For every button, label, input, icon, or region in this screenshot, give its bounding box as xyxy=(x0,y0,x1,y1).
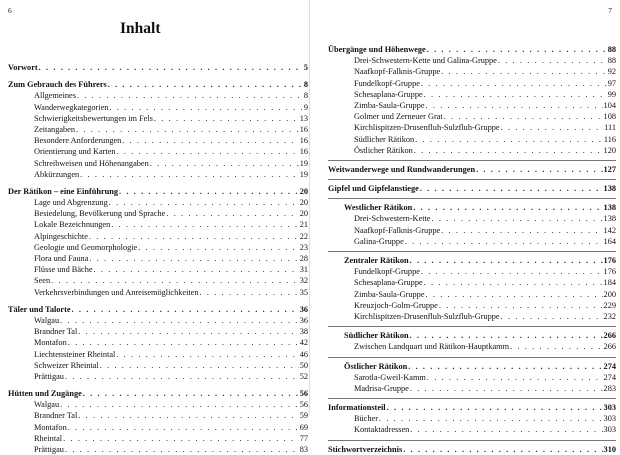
dot-leader xyxy=(413,202,602,213)
dot-leader xyxy=(154,113,299,124)
toc-entry-title: Zwischen Landquart und Rätikon-Hauptkamm xyxy=(354,342,510,352)
toc-entry[interactable] xyxy=(8,371,308,382)
dot-leader xyxy=(441,66,607,77)
toc-entry[interactable] xyxy=(8,349,308,360)
toc-entry-title: Flüsse und Bäche xyxy=(34,265,93,275)
dot-leader xyxy=(138,242,298,253)
dot-leader xyxy=(89,253,298,264)
dot-leader xyxy=(111,219,298,230)
dot-leader xyxy=(78,410,298,421)
toc-chapter-entry[interactable] xyxy=(328,444,616,455)
toc-entry-title: Zum Gebrauch des Führers xyxy=(8,80,107,90)
toc-entry-title: Galina-Gruppe xyxy=(354,236,404,246)
toc-page-number: 9 xyxy=(303,102,308,112)
toc-entry-title: Vorwort xyxy=(8,63,38,72)
toc-entry-title: Zentraler Rätikon xyxy=(344,256,409,265)
toc-page-number: 21 xyxy=(299,220,308,230)
toc-page-number: 31 xyxy=(299,265,308,275)
dot-leader xyxy=(379,413,603,424)
toc-entry-title: Flora und Fauna xyxy=(34,254,89,263)
toc-chapter-entry[interactable] xyxy=(8,62,308,73)
toc-entry-title: Südlicher Rätikon xyxy=(344,331,409,341)
toc-entry[interactable] xyxy=(8,219,308,230)
toc-entry[interactable] xyxy=(328,122,616,133)
dot-leader xyxy=(109,102,302,113)
dot-leader xyxy=(108,79,303,90)
toc-page-number: 19 xyxy=(299,169,308,179)
toc-page-number: 69 xyxy=(299,422,308,432)
toc-chapter-entry[interactable] xyxy=(328,44,616,55)
dot-leader xyxy=(421,266,603,277)
toc-entry-title: Seen xyxy=(34,276,51,286)
toc-page-number: 266 xyxy=(603,331,616,341)
dot-leader xyxy=(65,444,299,455)
toc-chapter-entry[interactable] xyxy=(328,402,616,413)
toc-page-number: 19 xyxy=(299,158,308,168)
toc-page-number: 232 xyxy=(603,311,616,321)
toc-entry-title: Sarotla-Gweil-Kamm xyxy=(354,372,426,382)
toc-entry[interactable] xyxy=(8,315,308,326)
dot-leader xyxy=(405,236,603,247)
toc-page-number: 38 xyxy=(299,327,308,337)
dot-leader xyxy=(39,62,303,73)
toc-entry[interactable] xyxy=(8,197,308,208)
dot-leader xyxy=(72,304,299,315)
toc-page-number: 16 xyxy=(299,136,308,146)
toc-entry-title: Verkehrsverbindungen und Anreisemöglichkeiten xyxy=(34,287,199,297)
toc-entry[interactable] xyxy=(8,399,308,410)
toc-entry-title: Walgau xyxy=(34,400,60,410)
toc-page-number: 56 xyxy=(299,389,308,399)
dot-leader xyxy=(427,44,607,55)
toc-entry[interactable] xyxy=(328,236,616,247)
toc-entry[interactable] xyxy=(8,360,308,371)
toc-entry-title: Kontaktadressen xyxy=(354,425,410,435)
dot-leader xyxy=(51,275,299,286)
toc-entry[interactable] xyxy=(328,213,616,224)
toc-page-number: 274 xyxy=(603,361,616,371)
toc-entry[interactable] xyxy=(8,326,308,337)
table-of-contents-right xyxy=(328,44,616,455)
toc-page-number: 176 xyxy=(603,267,616,277)
page-number-right: 7 xyxy=(608,6,612,15)
toc-entry-title: Montafon xyxy=(34,422,67,432)
toc-entry[interactable] xyxy=(8,146,308,157)
toc-page-number: 88 xyxy=(607,56,616,66)
toc-entry[interactable] xyxy=(328,55,616,66)
page-title: Inhalt xyxy=(120,20,161,37)
toc-page-number: 50 xyxy=(299,360,308,370)
toc-entry[interactable] xyxy=(328,66,616,77)
dot-leader xyxy=(65,371,299,382)
dot-leader xyxy=(122,135,298,146)
toc-entry[interactable] xyxy=(8,158,308,169)
toc-page-number: 142 xyxy=(603,225,616,235)
toc-page-number: 13 xyxy=(299,113,308,123)
toc-page-number: 5 xyxy=(303,63,308,72)
toc-page-number: 138 xyxy=(603,214,616,224)
toc-page-number: 52 xyxy=(299,371,308,381)
dot-leader xyxy=(116,349,298,360)
dot-leader xyxy=(420,183,603,194)
section-divider xyxy=(328,357,616,358)
toc-entry[interactable] xyxy=(328,277,616,288)
toc-page-number: 303 xyxy=(603,403,616,413)
section-divider xyxy=(328,160,616,161)
dot-leader xyxy=(78,326,298,337)
toc-page-number: 274 xyxy=(603,372,616,382)
dot-leader xyxy=(60,315,299,326)
toc-page-number: 32 xyxy=(299,276,308,286)
toc-entry-title: Kreuzjoch-Golm-Gruppe xyxy=(354,300,438,310)
toc-entry-title: Brandner Tal xyxy=(34,327,78,337)
dot-leader xyxy=(410,255,603,266)
toc-page-number: 266 xyxy=(603,342,616,352)
toc-page-number: 184 xyxy=(603,278,616,288)
toc-page-number: 120 xyxy=(603,145,616,155)
toc-page-number: 20 xyxy=(299,198,308,208)
toc-entry[interactable] xyxy=(328,372,616,383)
toc-entry[interactable] xyxy=(8,337,308,348)
table-of-contents-left xyxy=(8,62,308,455)
toc-entry-title: Geologie und Geomorphologie xyxy=(34,242,138,252)
section-divider xyxy=(328,326,616,327)
toc-page-number: 8 xyxy=(303,80,308,90)
dot-leader xyxy=(166,208,298,219)
dot-leader xyxy=(77,90,303,101)
toc-subsection-entry[interactable] xyxy=(328,361,616,372)
toc-entry[interactable] xyxy=(328,145,616,156)
toc-page-number: 200 xyxy=(603,289,616,299)
toc-entry[interactable] xyxy=(8,433,308,444)
section-divider xyxy=(328,198,616,199)
toc-page-number: 77 xyxy=(299,433,308,443)
toc-entry-title: Brandner Tal xyxy=(34,411,78,421)
toc-entry-title: Der Rätikon – eine Einführung xyxy=(8,186,119,196)
toc-entry-title: Abkürzungen xyxy=(34,169,80,179)
dot-leader xyxy=(426,100,603,111)
dot-leader xyxy=(501,122,604,133)
dot-leader xyxy=(421,78,607,89)
toc-entry-title: Besondere Anforderungen xyxy=(34,136,122,146)
toc-entry[interactable] xyxy=(8,231,308,242)
toc-page-number: 111 xyxy=(604,123,616,133)
dot-leader xyxy=(403,444,602,455)
toc-entry-title: Hütten und Zugänge xyxy=(8,389,82,399)
dot-leader xyxy=(100,360,299,371)
toc-entry[interactable] xyxy=(328,78,616,89)
toc-entry-title: Schesaplana-Gruppe xyxy=(354,278,423,288)
toc-subsection-entry[interactable] xyxy=(328,330,616,341)
toc-entry[interactable] xyxy=(328,89,616,100)
toc-entry-title: Besiedelung, Bevölkerung und Sprache xyxy=(34,209,166,219)
toc-entry-title: Wanderwegkategorien xyxy=(34,102,109,112)
toc-chapter-entry[interactable] xyxy=(8,304,308,315)
section-divider xyxy=(328,251,616,252)
dot-leader xyxy=(410,330,603,341)
toc-page-number: 303 xyxy=(603,414,616,424)
toc-entry-title: Täler und Talorte xyxy=(8,304,71,314)
dot-leader xyxy=(76,124,299,135)
dot-leader xyxy=(431,213,602,224)
toc-entry[interactable] xyxy=(8,242,308,253)
toc-entry[interactable] xyxy=(8,102,308,113)
toc-entry-title: Alpingeschichte xyxy=(34,231,88,241)
toc-entry-title: Naafkopf-Falknis-Gruppe xyxy=(354,67,441,77)
toc-entry-title: Kirchlispitzen-Drusenfluh-Sulzfluh-Gruppe xyxy=(354,311,500,321)
toc-entry[interactable] xyxy=(328,134,616,145)
toc-page-number: 36 xyxy=(299,304,308,314)
toc-entry[interactable] xyxy=(328,111,616,122)
toc-page-number: 116 xyxy=(603,134,616,144)
toc-entry-title: Prättigau xyxy=(34,371,64,381)
toc-page-number: 310 xyxy=(603,444,616,454)
toc-page-number: 36 xyxy=(299,315,308,325)
dot-leader xyxy=(444,111,603,122)
right-page xyxy=(312,0,620,454)
dot-leader xyxy=(89,231,299,242)
toc-entry[interactable] xyxy=(328,341,616,352)
toc-page-number: 22 xyxy=(299,231,308,241)
dot-leader xyxy=(410,424,602,435)
toc-page-number: 303 xyxy=(603,425,616,435)
toc-entry-title: Naafkopf-Falknis-Gruppe xyxy=(354,225,441,235)
dot-leader xyxy=(408,361,602,372)
toc-page-number: 97 xyxy=(607,78,616,88)
toc-entry[interactable] xyxy=(8,90,308,101)
toc-page-number: 92 xyxy=(607,67,616,77)
toc-entry-title: Westlicher Rätikon xyxy=(344,203,413,213)
toc-chapter-entry[interactable] xyxy=(328,164,616,175)
toc-page-number: 59 xyxy=(299,411,308,421)
toc-entry-title: Fundelkopf-Gruppe xyxy=(354,78,420,88)
toc-entry-title: Zeitangaben xyxy=(34,124,76,134)
toc-page-number: 104 xyxy=(603,100,616,110)
dot-leader xyxy=(498,55,607,66)
toc-entry[interactable] xyxy=(8,287,308,298)
toc-entry[interactable] xyxy=(328,100,616,111)
dot-leader xyxy=(80,169,299,180)
toc-entry-title: Lage und Abgrenzung xyxy=(34,198,108,208)
toc-entry[interactable] xyxy=(8,253,308,264)
dot-leader xyxy=(150,158,299,169)
toc-chapter-entry[interactable] xyxy=(8,388,308,399)
toc-subsection-entry[interactable] xyxy=(328,202,616,213)
toc-page-number: 35 xyxy=(299,287,308,297)
toc-page-number: 42 xyxy=(299,338,308,348)
toc-entry-title: Zimba-Saula-Gruppe xyxy=(354,100,425,110)
toc-page-number: 283 xyxy=(603,383,616,393)
toc-entry-title: Rheintal xyxy=(34,433,63,443)
toc-entry-title: Südlicher Rätikon xyxy=(354,134,415,144)
dot-leader xyxy=(414,145,603,156)
toc-entry-title: Schweizer Rheintal xyxy=(34,360,99,370)
toc-entry[interactable] xyxy=(328,424,616,435)
toc-entry[interactable] xyxy=(328,311,616,322)
dot-leader xyxy=(387,402,603,413)
section-divider xyxy=(328,440,616,441)
toc-entry-title: Madrisa-Gruppe xyxy=(354,383,409,393)
dot-leader xyxy=(94,264,299,275)
toc-page-number: 16 xyxy=(299,124,308,134)
toc-entry-title: Bücher xyxy=(354,414,378,424)
dot-leader xyxy=(424,277,603,288)
toc-page-number: 138 xyxy=(603,184,616,194)
toc-entry-title: Informationsteil xyxy=(328,403,386,413)
dot-leader xyxy=(510,341,602,352)
toc-entry[interactable] xyxy=(328,383,616,394)
dot-leader xyxy=(410,383,603,394)
toc-entry-title: Prättigau xyxy=(34,445,64,454)
toc-chapter-entry[interactable] xyxy=(8,79,308,90)
toc-page-number: 20 xyxy=(299,209,308,219)
toc-entry-title: Östlicher Rätikon xyxy=(354,145,413,155)
dot-leader xyxy=(68,337,299,348)
section-divider xyxy=(328,398,616,399)
toc-page-number: 108 xyxy=(603,112,616,122)
toc-page-number: 28 xyxy=(299,254,308,263)
toc-page-number: 56 xyxy=(299,400,308,410)
toc-entry-title: Zimba-Saula-Gruppe xyxy=(354,289,425,299)
dot-leader xyxy=(426,289,603,300)
toc-entry-title: Walgau xyxy=(34,315,60,325)
toc-entry-title: Fundelkopf-Gruppe xyxy=(354,267,420,277)
dot-leader xyxy=(501,311,603,322)
toc-entry[interactable] xyxy=(8,410,308,421)
toc-page-number: 16 xyxy=(299,147,308,157)
left-page xyxy=(0,0,308,454)
toc-page-number: 8 xyxy=(303,91,308,101)
toc-entry[interactable] xyxy=(328,300,616,311)
toc-page-number: 88 xyxy=(607,45,616,54)
toc-page-number: 46 xyxy=(299,349,308,359)
toc-entry[interactable] xyxy=(8,208,308,219)
dot-leader xyxy=(427,372,603,383)
toc-entry[interactable] xyxy=(8,264,308,275)
toc-entry[interactable] xyxy=(328,225,616,236)
toc-entry-title: Drei-Schwestern-Kette und Galina-Gruppe xyxy=(354,56,497,66)
dot-leader xyxy=(441,225,602,236)
toc-page-number: 99 xyxy=(607,89,616,99)
toc-entry-title: Liechtensteiner Rheintal xyxy=(34,349,116,359)
toc-entry-title: Weitwanderwege und Rundwanderungen xyxy=(328,164,476,174)
toc-entry-title: Orientierung und Karten xyxy=(34,147,116,157)
toc-entry-title: Gipfel und Gipfelanstiege xyxy=(328,184,419,194)
toc-entry[interactable] xyxy=(8,444,308,455)
toc-entry-title: Stichwortverzeichnis xyxy=(328,444,403,454)
toc-subsection-entry[interactable] xyxy=(328,255,616,266)
dot-leader xyxy=(424,89,607,100)
toc-entry[interactable] xyxy=(8,422,308,433)
toc-page-number: 23 xyxy=(299,242,308,252)
toc-entry[interactable] xyxy=(328,266,616,277)
toc-entry-title: Golmer und Zerneuer Grat xyxy=(354,112,443,122)
dot-leader xyxy=(83,388,299,399)
toc-page-number: 138 xyxy=(603,203,616,213)
toc-page-number: 127 xyxy=(603,164,616,174)
toc-entry-title: Lokale Bezeichnungen xyxy=(34,220,111,230)
toc-page-number: 176 xyxy=(603,256,616,265)
toc-entry[interactable] xyxy=(8,275,308,286)
toc-page-number: 164 xyxy=(603,236,616,246)
dot-leader xyxy=(68,422,299,433)
section-divider xyxy=(328,179,616,180)
dot-leader xyxy=(200,287,299,298)
dot-leader xyxy=(476,164,602,175)
toc-chapter-entry[interactable] xyxy=(328,183,616,194)
toc-chapter-entry[interactable] xyxy=(8,186,308,197)
toc-entry-title: Kirchlispitzen-Drusenfluh-Sulzfluh-Gruppe xyxy=(354,123,500,133)
page-number-left: 6 xyxy=(8,6,12,15)
toc-entry-title: Schesaplana-Gruppe xyxy=(354,89,423,99)
toc-entry-title: Schwierigkeitsbewertungen im Fels xyxy=(34,113,153,123)
toc-page-number: 20 xyxy=(299,186,308,196)
toc-entry-title: Übergänge und Höhenwege xyxy=(328,45,426,54)
toc-page-number: 83 xyxy=(299,445,308,454)
toc-entry[interactable] xyxy=(8,135,308,146)
toc-entry[interactable] xyxy=(8,113,308,124)
toc-page-number: 229 xyxy=(603,300,616,310)
dot-leader xyxy=(439,300,603,311)
toc-entry[interactable] xyxy=(328,289,616,300)
dot-leader xyxy=(109,197,299,208)
dot-leader xyxy=(415,134,603,145)
dot-leader xyxy=(119,186,299,197)
toc-entry-title: Allgemeines xyxy=(34,91,76,101)
toc-entry-title: Schreibweisen und Höhenangaben xyxy=(34,158,149,168)
toc-entry[interactable] xyxy=(8,169,308,180)
toc-entry-title: Östlicher Rätikon xyxy=(344,361,408,371)
dot-leader xyxy=(63,433,299,444)
page-gutter xyxy=(309,0,310,414)
toc-entry-title: Montafon xyxy=(34,338,67,348)
toc-entry[interactable] xyxy=(328,413,616,424)
dot-leader xyxy=(60,399,299,410)
dot-leader xyxy=(117,146,299,157)
toc-entry-title: Drei-Schwestern-Kette xyxy=(354,214,431,224)
toc-entry[interactable] xyxy=(8,124,308,135)
